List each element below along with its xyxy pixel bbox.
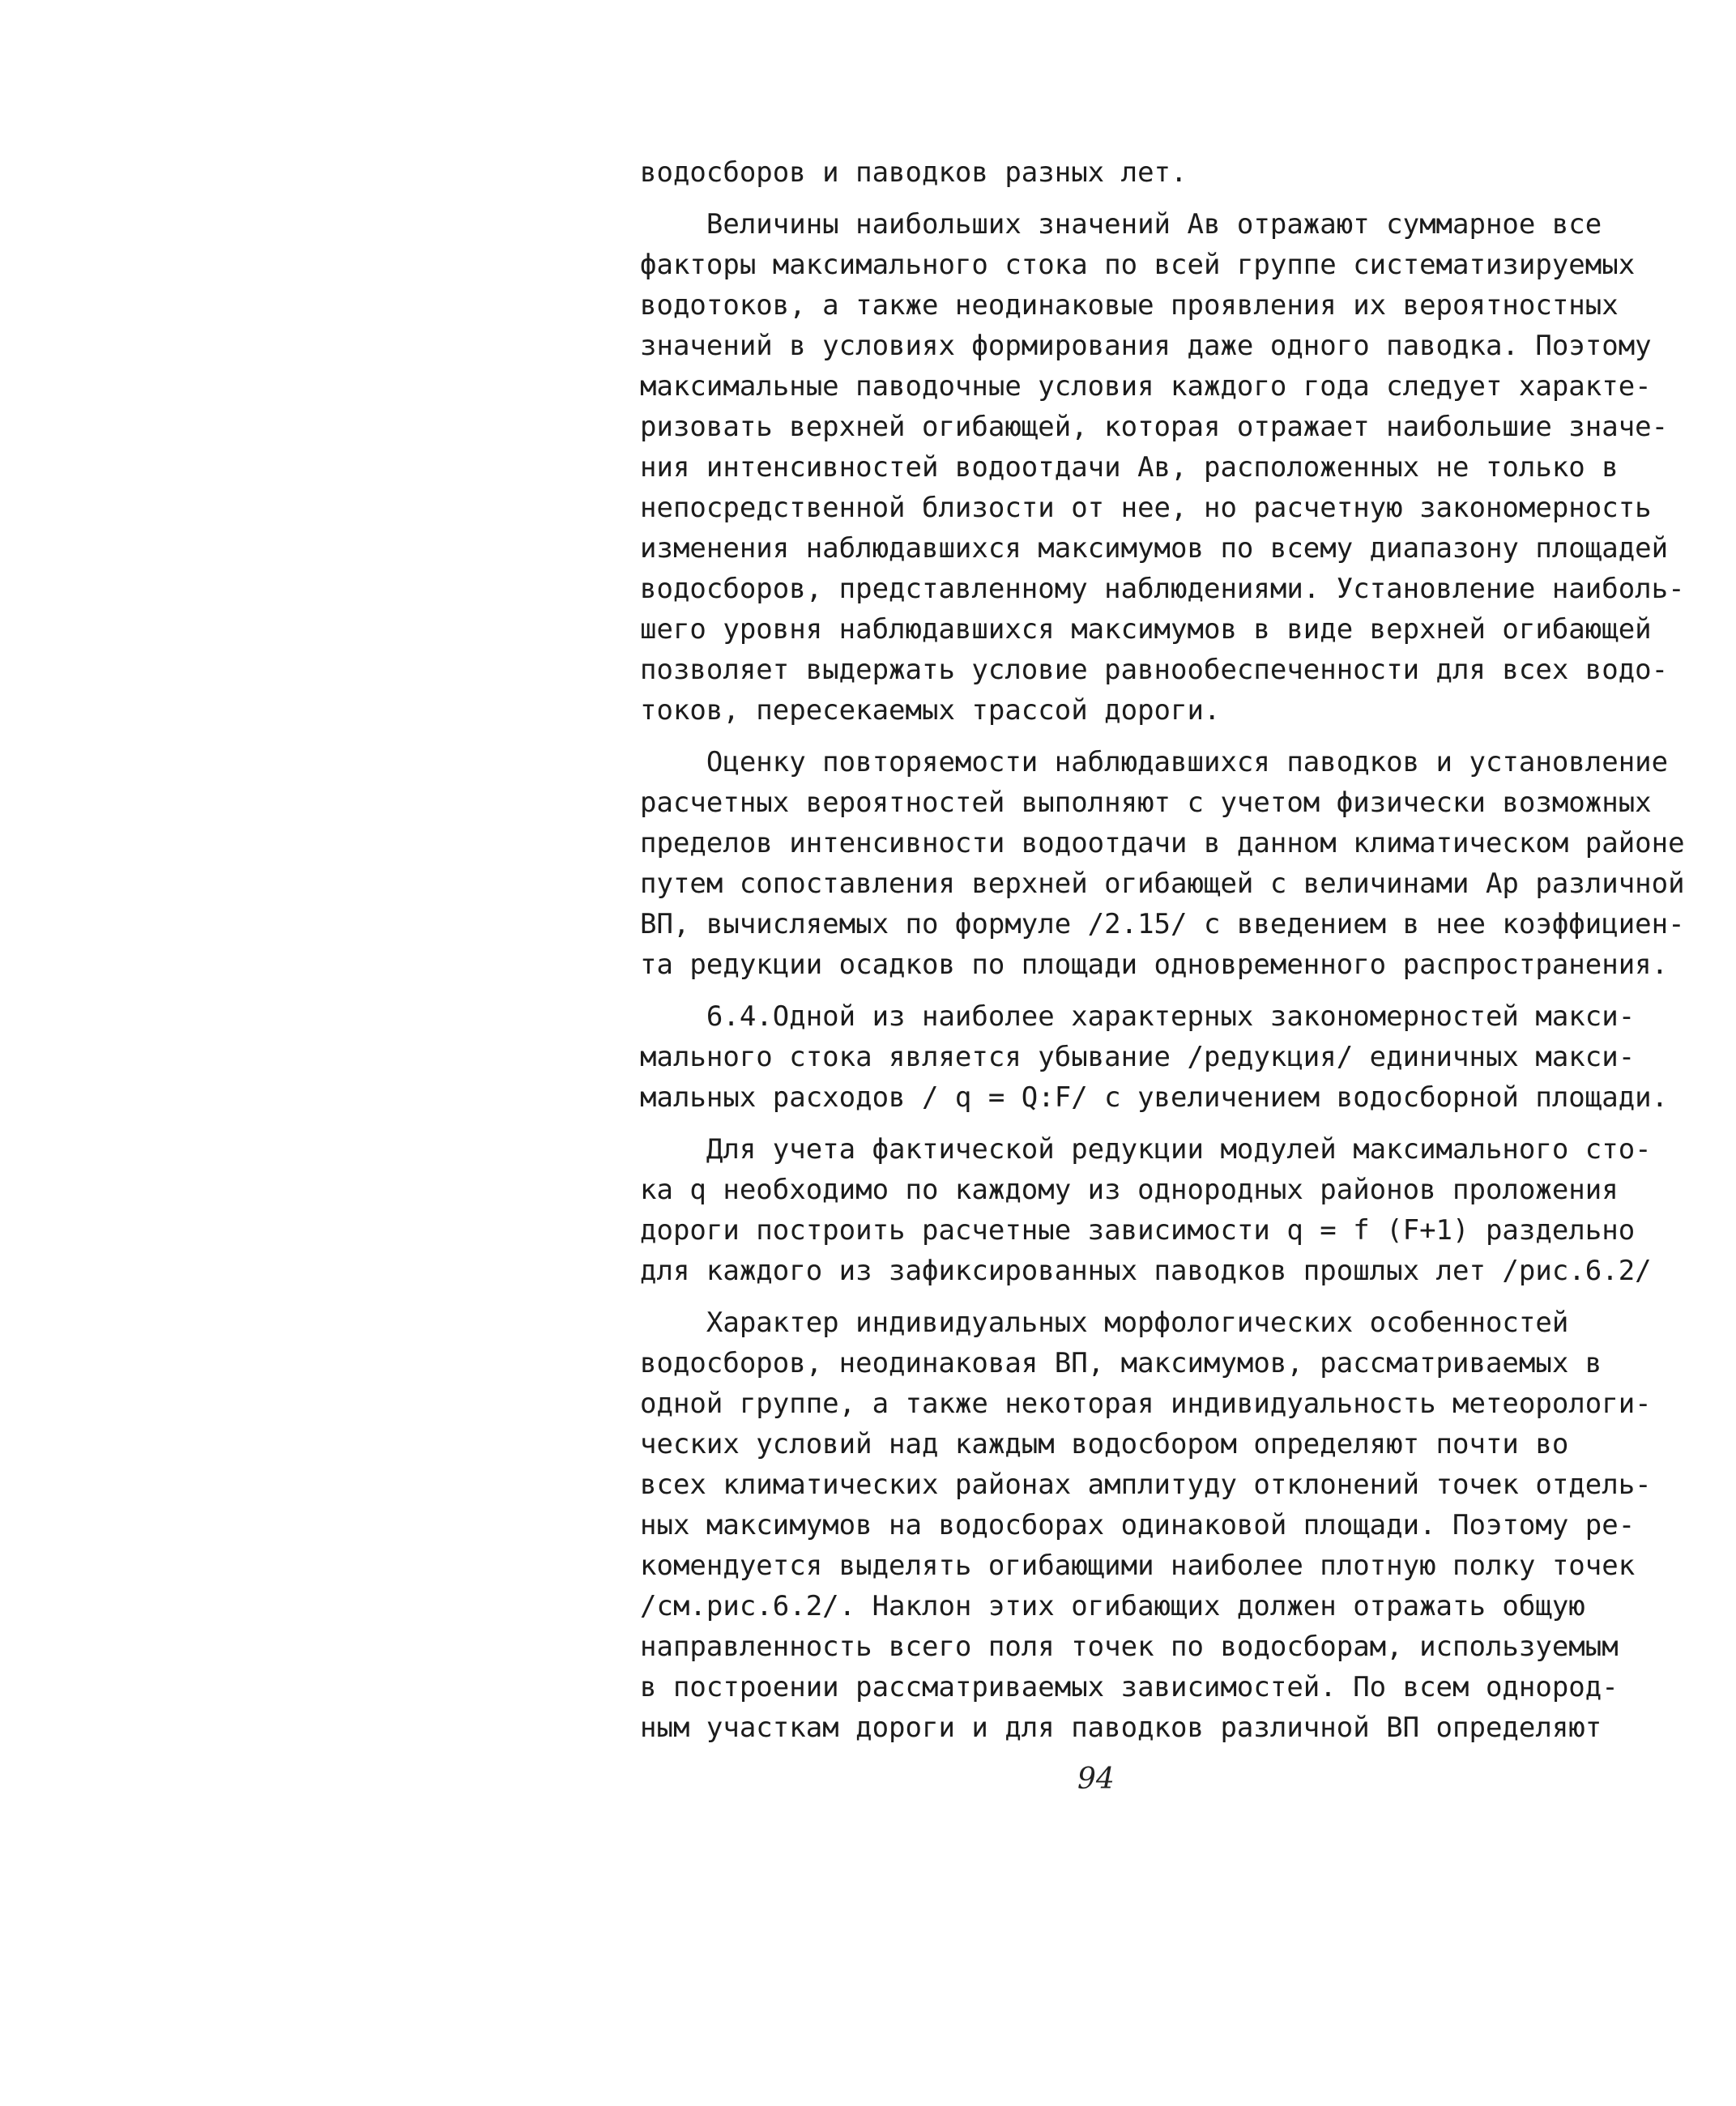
text-line: водотоков, а также неодинаковые проявления их вероятностных xyxy=(640,289,1619,322)
text-line: для каждого из зафиксированных паводков прошлых лет /рис.6.2/ xyxy=(640,1255,1652,1287)
text-line: мального стока является убывание /редукция/ единичных макси- xyxy=(640,1041,1636,1073)
text-line: водосборов, представленному наблюдениями. Установление наиболь- xyxy=(640,573,1685,605)
text-line: значений в условиях формирования даже одного паводка. Поэтому xyxy=(640,330,1652,362)
text-line: ния интенсивностей водоотдачи Ав, расположенных не только в xyxy=(640,451,1619,484)
text-line: направленность всего поля точек по водосборам, используемым xyxy=(640,1631,1619,1663)
text-line: Характер индивидуальных морфологических особенностей xyxy=(640,1307,1569,1339)
text-line: ризовать верхней огибающей, которая отражает наибольшие значе- xyxy=(640,411,1669,443)
paragraph xyxy=(640,1302,1685,1748)
text-line: 6.4.Одной из наиболее характерных закономерностей макси- xyxy=(640,1000,1636,1033)
text-line: одной группе, а также некоторая индивидуальность метеорологи- xyxy=(640,1388,1652,1420)
text-line: ческих условий над каждым водосбором определяют почти во xyxy=(640,1428,1569,1460)
text-line: ВП, вычисляемых по формуле /2.15/ с введением в нее коэффициен- xyxy=(640,908,1685,940)
text-line: максимальные паводочные условия каждого года следует характе- xyxy=(640,370,1652,403)
text-line: ка q необходимо по каждому из однородных районов проложения xyxy=(640,1174,1619,1206)
page-number: 94 xyxy=(1077,1763,1115,1796)
text-line: факторы максимального стока по всей группе систематизируемых xyxy=(640,249,1636,281)
text-line: всех климатических районах амплитуду отклонений точек отдель- xyxy=(640,1469,1652,1501)
text-line: в построении рассматриваемых зависимостей. По всем однород- xyxy=(640,1671,1619,1703)
text-line: ных максимумов на водосборах одинаковой площади. Поэтому ре- xyxy=(640,1509,1636,1541)
text-line: шего уровня наблюдавшихся максимумов в виде верхней огибающей xyxy=(640,613,1652,646)
text-line: изменения наблюдавшихся максимумов по всему диапазону площадей xyxy=(640,532,1669,565)
body-text xyxy=(640,152,1685,1748)
text-line: позволяет выдержать условие равнообеспеченности для всех водо- xyxy=(640,654,1669,686)
text-line: расчетных вероятностей выполняют с учетом физически возможных xyxy=(640,787,1652,819)
paragraph xyxy=(640,996,1685,1118)
paragraph xyxy=(640,1129,1685,1291)
text-line: /см.рис.6.2/. Наклон этих огибающих должен отражать общую xyxy=(640,1590,1585,1622)
paragraph xyxy=(640,152,1685,193)
paragraph xyxy=(640,204,1685,731)
text-line: дороги построить расчетные зависимости q = f (F+1) раздельно xyxy=(640,1214,1636,1247)
paragraph xyxy=(640,742,1685,985)
text-line: та редукции осадков по площади одновременного распространения. xyxy=(640,949,1669,981)
text-line: ным участкам дороги и для паводков различной ВП определяют xyxy=(640,1712,1602,1744)
text-line: водосборов и паводков разных лет. xyxy=(640,156,1188,189)
text-line: токов, пересекаемых трассой дороги. xyxy=(640,694,1221,727)
text-line: Величины наибольших значений Ав отражают суммарное все xyxy=(640,208,1602,241)
text-line: путем сопоставления верхней огибающей с величинами Ар различной xyxy=(640,868,1685,900)
text-line: водосборов, неодинаковая ВП, максимумов, рассматриваемых в xyxy=(640,1347,1602,1379)
text-line: комендуется выделять огибающими наиболее плотную полку точек xyxy=(640,1550,1636,1582)
text-line: Для учета фактической редукции модулей максимального сто- xyxy=(640,1133,1652,1166)
text-line: мальных расходов / q = Q:F/ с увеличением водосборной площади. xyxy=(640,1081,1669,1114)
text-line: непосредственной близости от нее, но расчетную закономерность xyxy=(640,492,1652,524)
text-line: Оценку повторяемости наблюдавшихся паводков и установление xyxy=(640,746,1669,778)
text-line: пределов интенсивности водоотдачи в данном климатическом районе xyxy=(640,827,1685,859)
